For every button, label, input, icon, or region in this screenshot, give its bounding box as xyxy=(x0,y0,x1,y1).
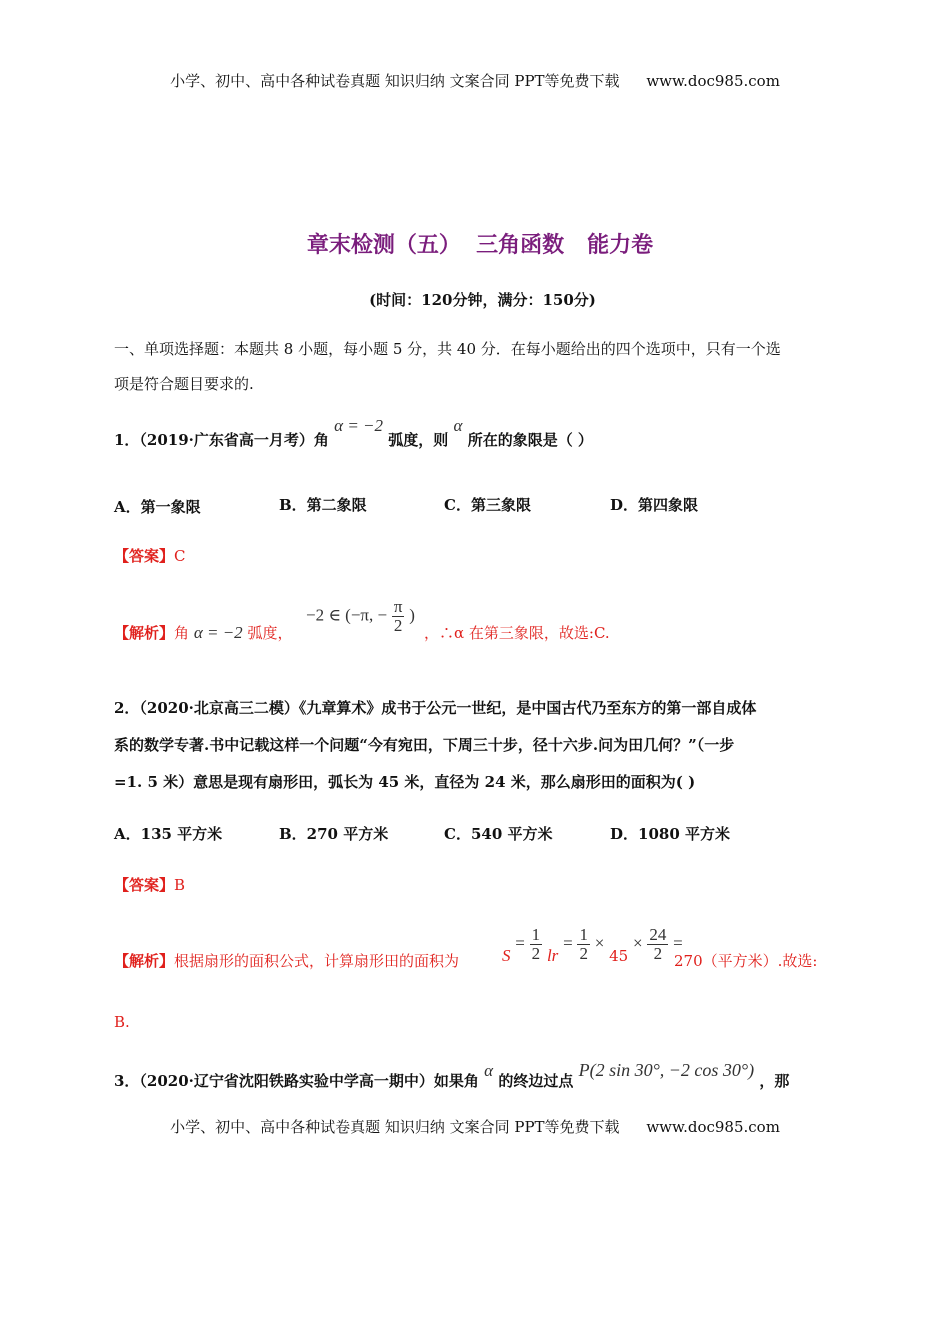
q1-two: 2 xyxy=(393,616,403,635)
q3-prefix: 3．（2020·辽宁省沈阳铁路实验中学高一期中）如果角 xyxy=(114,1072,479,1090)
q1-interval-close: ) xyxy=(409,605,415,625)
question-3 xyxy=(114,1060,789,1101)
q2-two-3: 2 xyxy=(653,944,663,963)
q2-area-formula xyxy=(502,926,683,963)
q1-option-b[interactable]: B．第二象限 xyxy=(279,496,367,514)
q3-mid: 的终边过点 xyxy=(498,1072,574,1090)
q2-half-fraction-2 xyxy=(577,926,590,963)
q2-one-2: 1 xyxy=(579,925,588,944)
header-url-link[interactable]: www.doc985.com xyxy=(646,72,780,90)
q1-option-c[interactable]: C．第三象限 xyxy=(444,496,531,514)
q1-mid: 弧度，则 xyxy=(388,431,449,449)
q1-prefix: 1．（2019·广东省高一月考）角 xyxy=(114,431,329,449)
q1-math-alpha: α = −2 xyxy=(334,416,384,435)
footer-url-link[interactable]: www.doc985.com xyxy=(646,1118,780,1136)
q2-times-2: × xyxy=(632,933,643,953)
q2-one: 1 xyxy=(531,925,541,944)
q1-interval-text: −2 ∈ (−π, − xyxy=(306,605,388,625)
q1-suffix: 所在的象限是（ ） xyxy=(467,431,593,449)
q2-24: 24 xyxy=(649,925,667,944)
question-1 xyxy=(114,416,593,460)
q3-math-alpha: α xyxy=(484,1061,494,1080)
page-title: 章末检测（五） 三角函数 能力卷 xyxy=(306,233,654,258)
q2-answer-value: B xyxy=(174,876,186,894)
page-footer xyxy=(0,1116,950,1137)
q2-formula-45: 45 xyxy=(609,946,629,965)
q1-answer-label: 【答案】 xyxy=(114,547,175,565)
page-header xyxy=(0,70,950,91)
q3-math-point: P(2 sin 30°, −2 cos 30°) xyxy=(578,1060,755,1080)
q1-answer-value: C xyxy=(174,547,186,565)
q1-option-d[interactable]: D．第四象限 xyxy=(610,496,699,514)
q2-formula-eq: = xyxy=(515,933,525,953)
q2-two-2: 2 xyxy=(579,944,588,963)
q1-analysis-text-b: 弧度， xyxy=(247,624,293,642)
q2-formula-lr: lr xyxy=(546,945,559,965)
q2-two: 2 xyxy=(531,944,541,963)
q2-option-b[interactable]: B．270 平方米 xyxy=(279,825,389,843)
q2-option-d[interactable]: D．1080 平方米 xyxy=(610,825,730,843)
q2-half-fraction xyxy=(530,926,543,963)
q2-formula-eq-2: = xyxy=(563,933,573,953)
q1-answer xyxy=(114,545,186,566)
q1-option-a[interactable]: A．第一象限 xyxy=(114,498,201,516)
section-instructions xyxy=(114,332,844,402)
q2-answer-label: 【答案】 xyxy=(114,876,175,894)
q3-suffix: ，那 xyxy=(759,1072,790,1090)
q2-analysis xyxy=(114,922,844,982)
q2-option-a[interactable]: A．135 平方米 xyxy=(114,825,223,843)
q2-answer xyxy=(114,874,185,895)
q1-analysis-text-a: 角 xyxy=(174,624,190,642)
q2-analysis-tail: B. xyxy=(114,1013,130,1031)
q2-line-1: 2．（2020·北京高三二模）《九章算术》成书于公元一世纪，是中国古代乃至东方的第一部自成体 xyxy=(114,699,757,717)
section-line-1: 一、单项选择题：本题共 8 小题，每小题 5 分，共 40 分．在每小题给出的四个选项中，只有一个选 xyxy=(114,340,781,358)
q1-math-alpha-2: α xyxy=(453,416,463,435)
section-line-2: 项是符合题目要求的. xyxy=(114,375,254,393)
q2-analysis-result: 270（平方米）.故选: xyxy=(674,952,818,970)
question-2 xyxy=(114,690,844,801)
q2-analysis-label: 【解析】 xyxy=(114,952,175,970)
header-text: 小学、初中、高中各种试卷真题 知识归纳 文案合同 PPT等免费下载 xyxy=(170,72,620,90)
q1-analysis-conclusion: ，∴α 在第三象限，故选:C. xyxy=(424,624,610,642)
q2-option-c[interactable]: C．540 平方米 xyxy=(444,825,553,843)
q1-interval-math xyxy=(306,598,415,635)
footer-text: 小学、初中、高中各种试卷真题 知识归纳 文案合同 PPT等免费下载 xyxy=(170,1118,620,1136)
q1-analysis-label: 【解析】 xyxy=(114,624,175,642)
q2-analysis-text: 根据扇形的面积公式，计算扇形田的面积为 xyxy=(174,952,460,970)
q1-analysis-math: α = −2 xyxy=(193,623,243,642)
q2-formula-eq-3: = xyxy=(673,933,683,953)
q2-line-3: =1. 5 米）意思是现有扇形田，弧长为 45 米，直径为 24 米，那么扇形田的面积为( ) xyxy=(114,773,696,791)
q2-times: × xyxy=(594,933,605,953)
q1-pi: π xyxy=(393,597,403,616)
q2-line-2: 系的数学专著.书中记载这样一个问题“今有宛田，下周三十步，径十六步.问为田几何？”（一步 xyxy=(114,736,735,754)
q2-24-fraction xyxy=(647,926,668,963)
exam-info: (时间：120分钟，满分：150分) xyxy=(369,291,596,309)
q2-formula-s: S xyxy=(502,945,511,965)
q1-pi-fraction xyxy=(392,598,405,635)
